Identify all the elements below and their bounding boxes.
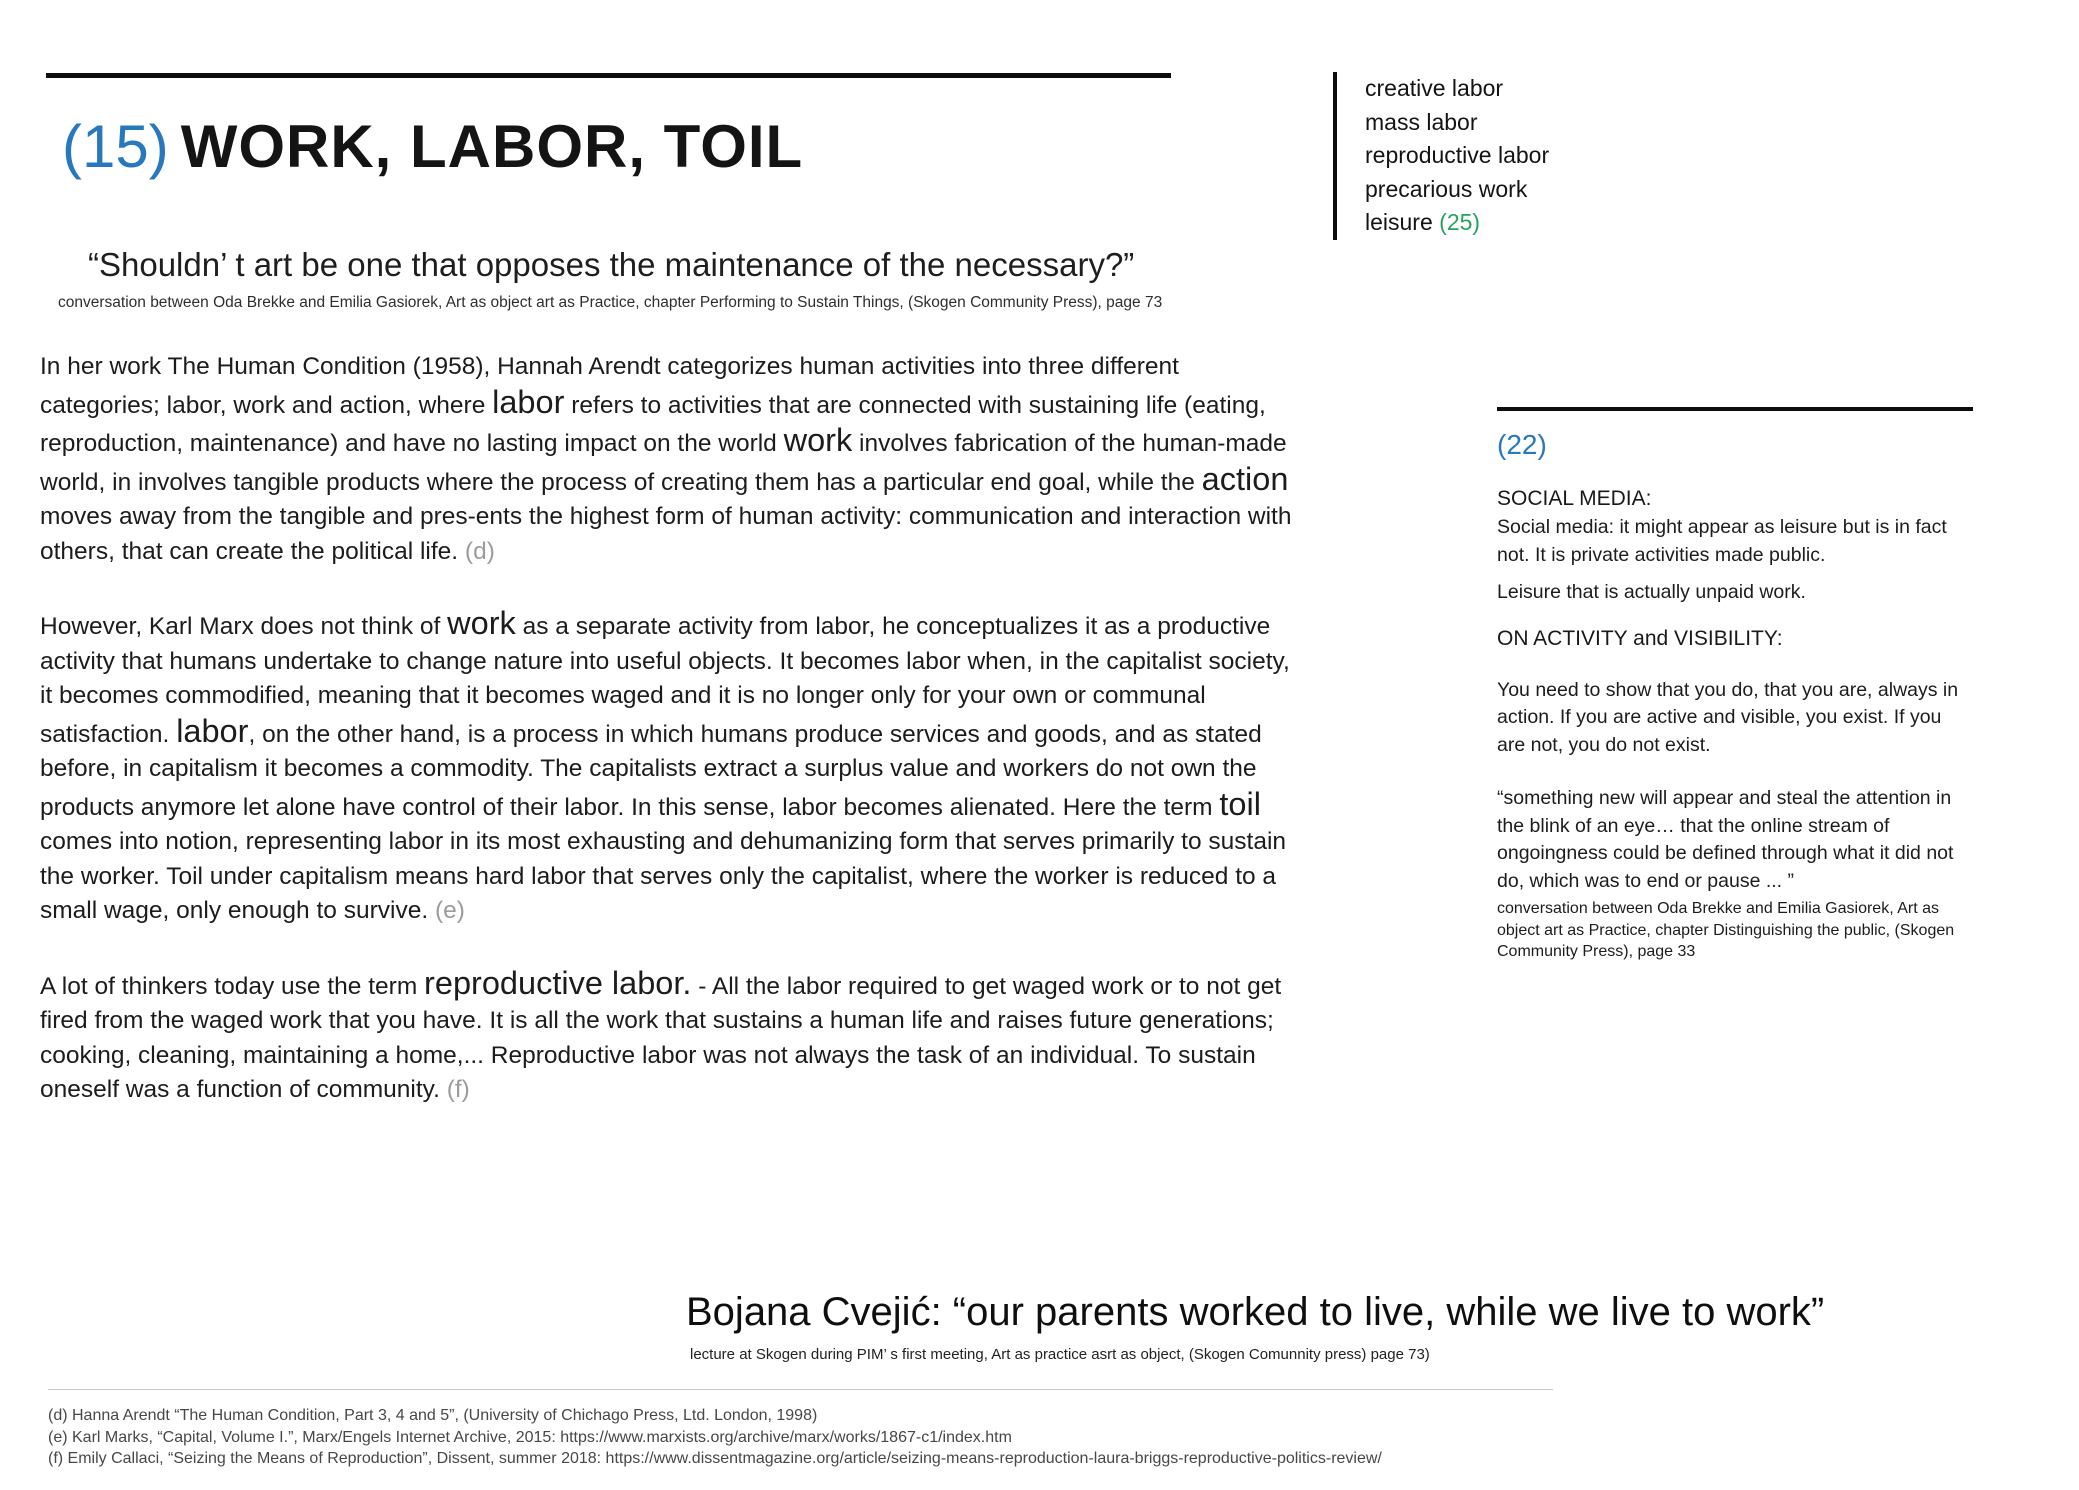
keyword-list [1333, 72, 1549, 240]
bottom-quote-attribution: lecture at Skogen during PIM’ s first meeting, Art as practice asrt as object, (Skogen Comunnity press) page 73) [690, 1346, 1430, 1363]
body-text: as a separate activity from labor, he conceptualizes it as a productive activity that humans undertake to change nature into useful objects. It becomes labor when, in the capitalist society, it becomes commodified, meaning that it becomes waged and it is no longer only for your own or communal satisfaction. [40, 613, 1290, 748]
footnote-marker: (d) [464, 537, 495, 565]
body-text: In her work The Human Condition (1958), Hannah Arendt categorizes human activities into three different categories; labor, work and action, where [40, 353, 1179, 419]
keyword-label: leisure [1365, 209, 1433, 235]
body-column [40, 350, 1296, 1145]
emphasized-term: work [783, 422, 853, 458]
emphasized-term: labor [492, 383, 565, 420]
footnote-d: (d) Hanna Arendt “The Human Condition, Part 3, 4 and 5”, (University of Chichago Press, Ltd. London, 1998) [48, 1407, 818, 1424]
side-note-rule [1497, 407, 1973, 411]
page-title-text: WORK, LABOR, TOIL [180, 113, 804, 180]
header-quote: “Shouldn’ t art be one that opposes the maintenance of the necessary?” [88, 246, 1135, 283]
bottom-quote: Bojana Cvejić: “our parents worked to live, while we live to work” [686, 1290, 1825, 1334]
keyword-item-reproductive-labor: reproductive labor [1365, 142, 1550, 168]
page-title [62, 112, 803, 181]
paragraph-marx [40, 606, 1296, 929]
emphasized-term: action [1201, 460, 1289, 497]
side-text-leisure: Leisure that is actually unpaid work. [1497, 581, 1806, 603]
paragraph-reproductive-labor [40, 966, 1296, 1108]
emphasized-term: toil [1219, 785, 1261, 822]
title-rule [46, 73, 1171, 78]
keyword-crossref: (25) [1439, 209, 1481, 235]
side-note-22 [1497, 407, 1973, 963]
emphasized-term: reproductive labor. [424, 964, 692, 1001]
keyword-item-precarious-work: precarious work [1365, 175, 1528, 202]
footnote-f: (f) Emily Callaci, “Seizing the Means of Reproduction”, Dissent, summer 2018: https://www.dissentmagazine.org/article/seizing-means-reproduction-laura-briggs-reproductive-politics-review/ [48, 1450, 1382, 1467]
section-number: (15) [62, 113, 169, 180]
footnote-e: (e) Karl Marks, “Capital, Volume I.”, Marx/Engels Internet Archive, 2015: https://www.marxists.org/archive/marx/works/1867-c1/index.htm [48, 1428, 1012, 1446]
side-quote: “something new will appear and steal the attention in the blink of an eye… that the online stream of ongoingness could be defined through what it did not do, which was to end or pause ... ” [1497, 787, 1954, 892]
footnotes [48, 1405, 1748, 1470]
emphasized-term: labor [176, 712, 249, 749]
body-text: moves away from the tangible and pres-ents the highest form of human activity: communication and interaction with others, that can create the political life. [40, 503, 1292, 565]
body-text: A lot of thinkers today use the term [40, 972, 425, 1000]
keyword-item-mass-labor: mass labor [1365, 108, 1478, 135]
side-note-number: (22) [1497, 429, 1547, 460]
side-text-activity: You need to show that you do, that you are, always in action. If you are active and visible, you exist. If you are not, you do not exist. [1497, 678, 1959, 756]
keyword-item-leisure [1365, 206, 1549, 240]
body-text: comes into notion, representing labor in its most exhausting and dehumanizing form that serves primarily to sustain the worker. Toil under capitalism means hard labor that serves only the capitalist, where the worker is reduced to a small wage, only enough to survive. [40, 828, 1287, 924]
footnotes-rule [48, 1389, 1553, 1390]
header-quote-attribution: conversation between Oda Brekke and Emilia Gasiorek, Art as object art as Practice, chapter Performing to Sustain Things, (Skogen Community Press), page 73 [58, 294, 1163, 311]
side-heading-social-media: SOCIAL MEDIA: [1497, 487, 1652, 510]
footnote-marker: (f) [446, 1076, 470, 1103]
side-text-social-media: Social media: it might appear as leisure but is in fact not. It is private activities made public. [1497, 516, 1947, 566]
body-text: However, Karl Marx does not think of [40, 613, 448, 640]
body-text: refers to activities that are connected with sustaining life (eating, reproduction, maintenance) and have no lasting impact on the world [40, 391, 1266, 457]
side-quote-attribution: conversation between Oda Brekke and Emilia Gasiorek, Art as object art as Practice, chapter Distinguishing the public, (Skogen Community Press), page 33 [1497, 900, 1955, 960]
emphasized-term: work [447, 605, 516, 641]
body-text: involves fabrication of the human-made world, in involves tangible products where the process of creating them has a particular end goal, while the [40, 430, 1287, 496]
footnote-marker: (e) [434, 897, 465, 924]
body-text: - All the labor required to get waged work or to not get fired from the waged work that you have. It is all the work that sustains a human life and raises future generations; cooking, cleaning, maintaining a home,... Reproductive labor was not always the task of an individual. To sustain oneself was a function of community. [40, 972, 1282, 1103]
keyword-item-creative-labor: creative labor [1365, 75, 1504, 101]
paragraph-arendt [40, 350, 1296, 569]
side-heading-activity-visibility: ON ACTIVITY and VISIBILITY: [1497, 626, 1783, 650]
body-text: , on the other hand, is a process in which humans produce services and goods, and as stated before, in capitalism it becomes a commodity. The capitalists extract a surplus value and workers do not own the products anymore let alone have control of their labor. In this sense, labor becomes alienated. Here the term [40, 720, 1262, 821]
